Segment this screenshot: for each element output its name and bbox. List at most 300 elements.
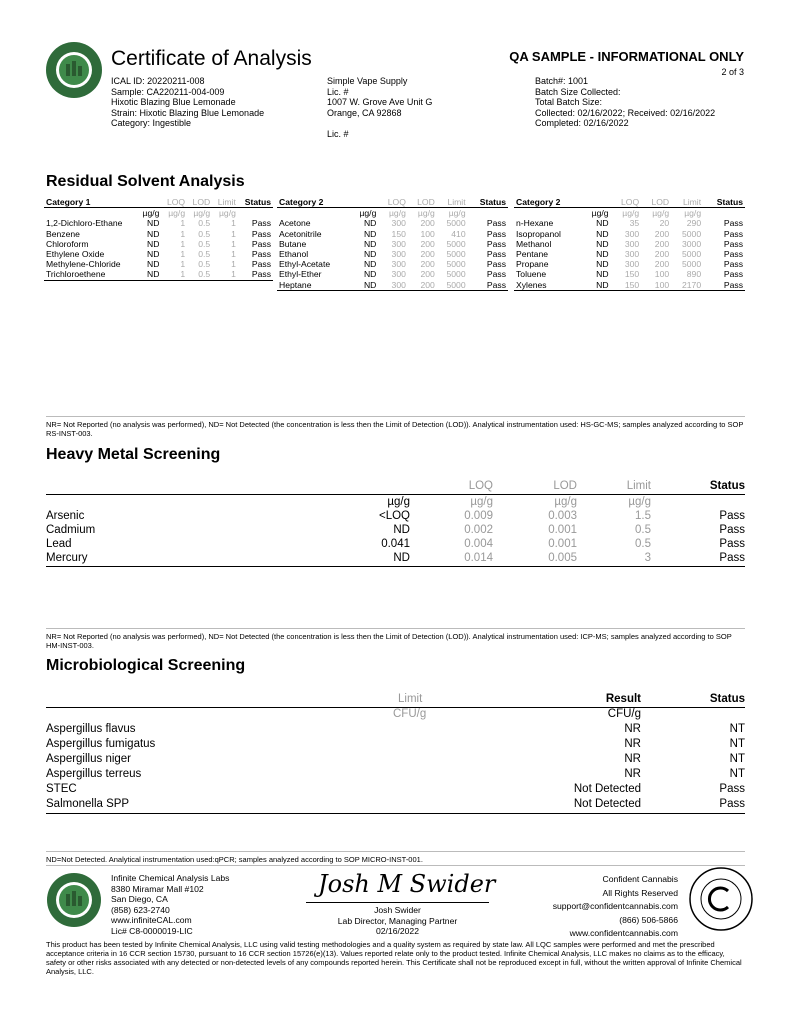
solvent-name: Trichloroethene	[44, 269, 137, 280]
client-info-line: Lic. #	[327, 128, 349, 139]
micro-name: Salmonella SPP	[46, 798, 130, 810]
limit-header: Limit	[212, 197, 238, 208]
metal-loq: 0.014	[464, 552, 493, 564]
micro-status: Pass	[719, 798, 745, 810]
signer-line: Lab Director, Managing Partner	[337, 915, 458, 926]
limit-header: Limit	[626, 480, 651, 492]
solvent-status: Pass	[468, 280, 508, 291]
sample-info-line: Hixotic Blazing Blue Lemonade	[111, 97, 236, 107]
solvent-result: ND	[363, 218, 377, 229]
unit-label: µg/g	[218, 208, 236, 219]
status-header: Status	[468, 197, 508, 208]
solvent-lod: 0.5	[198, 218, 211, 229]
unit-label: µg/g	[142, 208, 160, 219]
solvent-result: ND	[147, 238, 160, 249]
solvent-result: ND	[596, 259, 609, 270]
cat2a-header: Category 2	[277, 197, 350, 208]
metal-result: ND	[393, 524, 410, 536]
solvent-status: Pass	[238, 269, 273, 280]
solvent-row	[44, 239, 273, 249]
cat2b-header: Category 2	[514, 197, 582, 208]
divider	[46, 416, 745, 417]
cat1-header: Category 1	[44, 197, 137, 208]
metals-header-row	[46, 480, 745, 494]
micro-status: NT	[729, 738, 745, 750]
solvent-loq: 300	[391, 249, 406, 260]
solvent-limit: 1	[231, 228, 236, 239]
limit-header: Limit	[398, 693, 423, 705]
solvent-limit: 5000	[681, 259, 702, 270]
metal-status: Pass	[719, 552, 745, 564]
solvent-lod: 200	[408, 280, 437, 291]
solvent-lod: 200	[654, 228, 670, 239]
solvent-limit: 5000	[446, 269, 466, 280]
solvent-lod: 200	[420, 259, 435, 270]
solvent-status: Pass	[723, 228, 743, 239]
solvent-status: Pass	[486, 269, 506, 280]
micro-status: NT	[729, 723, 745, 735]
metal-limit: 3	[644, 552, 651, 564]
micro-row	[46, 738, 745, 753]
solvent-lod: 200	[420, 238, 435, 249]
solvent-name: Toluene	[516, 269, 547, 280]
solvent-limit: 290	[686, 218, 702, 229]
solvent-row	[514, 269, 745, 279]
solvent-result: ND	[596, 228, 609, 239]
metal-result: 0.041	[381, 538, 410, 550]
solvent-lod: 0.5	[198, 228, 211, 239]
solvent-status: Pass	[723, 249, 743, 260]
solvent-limit: 5000	[446, 249, 466, 260]
batch-info-line: Completed: 02/16/2022	[535, 118, 629, 128]
unit-label: µg/g	[359, 208, 377, 219]
limit-header: Limit	[437, 197, 468, 208]
micro-name: Aspergillus flavus	[46, 723, 136, 735]
solvent-row	[514, 249, 745, 259]
solvent-limit: 5000	[446, 238, 466, 249]
status-header: Status	[238, 197, 273, 208]
solvent-name: Methylene-Chloride	[46, 259, 121, 270]
solvents-note: NR= Not Reported (no analysis was performed), ND= Not Detected (the concentration is less then the Limit of Detection (LOD)). Analytical instrumentation used: HS-GC-MS; samples analyzed according to SOP RS-INST-003.	[46, 420, 744, 438]
solvents-title: Residual Solvent Analysis	[46, 173, 245, 190]
cc-contact-line: support@confidentcannabis.com	[552, 901, 678, 912]
metal-name: Cadmium	[46, 524, 96, 536]
metal-status: Pass	[719, 538, 745, 550]
micro-unit-row	[46, 708, 745, 723]
solvent-lod: 200	[420, 218, 435, 229]
solvent-loq: 1	[180, 249, 186, 260]
solvent-loq: 300	[624, 228, 640, 239]
solvent-limit: 5000	[446, 259, 466, 270]
solvent-loq: 300	[391, 259, 406, 270]
solvent-row	[514, 229, 745, 239]
loq-header: LOQ	[378, 197, 408, 208]
solvent-loq: 1	[180, 259, 186, 270]
lab-contact-line: Lic# C8-0000019-LIC	[111, 925, 193, 936]
confident-cannabis-logo	[688, 866, 754, 932]
solvent-lod: 200	[420, 249, 435, 260]
solvent-loq: 300	[624, 259, 640, 270]
divider	[46, 566, 745, 567]
solvent-limit: 2170	[671, 280, 703, 291]
client-info-line	[327, 118, 432, 129]
unit-label: µg/g	[470, 496, 493, 508]
metal-lod: 0.001	[548, 524, 577, 536]
solvent-lod: 0.5	[198, 259, 211, 270]
micro-status: Pass	[719, 783, 745, 795]
metal-limit: 0.5	[635, 524, 651, 536]
solvent-status: Pass	[723, 238, 743, 249]
batch-info	[535, 76, 715, 129]
unit-label: CFU/g	[393, 708, 427, 720]
solvent-result: ND	[350, 280, 378, 291]
solvent-name: Isopropanol	[516, 228, 561, 239]
solvent-status: Pass	[251, 218, 271, 229]
sample-info-line: Strain: Hixotic Blazing Blue Lemonade	[111, 107, 265, 118]
solvent-name: Chloroform	[46, 238, 89, 249]
qa-label: QA SAMPLE - INFORMATIONAL ONLY	[509, 49, 744, 64]
cat2a-rows	[277, 218, 508, 290]
unit-label: µg/g	[417, 208, 435, 219]
solvent-loq: 300	[624, 249, 640, 260]
solvent-result: ND	[147, 259, 160, 270]
signer-info	[306, 905, 489, 937]
solvent-loq: 35	[629, 218, 640, 229]
lab-contact-line: www.infiniteCAL.com	[111, 915, 192, 925]
solvent-loq: 1	[180, 238, 186, 249]
solvent-name: Benzene	[46, 228, 80, 239]
solvent-lod: 100	[420, 228, 435, 239]
solvent-row	[277, 218, 508, 228]
micro-result: Not Detected	[573, 798, 641, 810]
micro-status: NT	[729, 768, 745, 780]
solvent-status: Pass	[723, 269, 743, 280]
solvent-name: Acetone	[279, 218, 311, 229]
micro-row	[46, 798, 745, 813]
solvent-row	[44, 249, 273, 259]
solvent-status: Pass	[251, 249, 271, 260]
solvent-limit: 410	[451, 228, 466, 239]
lab-contact-line: San Diego, CA	[111, 894, 168, 904]
disclaimer: This product has been tested by Infinite Chemical Analysis, LLC using valid testing methodologies and a quality system as required by state law. All LQC samples were performed and met the prescribed acceptance criteria in 16 CCR section 15730, pursuant to 16 CCR section 15726(e)(13). Values reported relate only to the product tested. Infinite Chemical Analysis, LLC makes no claims as to the efficacy, safety or other risks associated with any detected or non-detected levels of any compounds reported herein. This Certificate shall not be reproduced except in full, without the written approval of Infinite Chemical Analysis, LLC.	[46, 940, 742, 976]
batch-info-line: Batch#: 1001	[535, 76, 589, 86]
solvent-name: Propane	[516, 259, 549, 270]
solvent-lod: 0.5	[198, 249, 211, 260]
lab-contact-line: (858) 623-2740	[111, 904, 170, 915]
solvent-name: Ethanol	[279, 249, 309, 260]
solvent-row	[277, 229, 508, 239]
metals-note: NR= Not Reported (no analysis was performed), ND= Not Detected (the concentration is less then the Limit of Detection (LOD)). Analytical instrumentation used: ICP-MS; samples analyzed according to SOP HM-INST-003.	[46, 632, 732, 650]
solvent-status: Pass	[723, 218, 743, 229]
result-header	[137, 197, 161, 208]
solvent-loq: 1	[161, 269, 187, 280]
solvent-limit: 5000	[681, 228, 702, 239]
micro-row	[46, 723, 745, 738]
solvent-result: ND	[363, 249, 377, 260]
solvent-status: Pass	[486, 218, 506, 229]
solvent-row	[44, 229, 273, 239]
cc-contact-line: (866) 506-5866	[619, 914, 678, 925]
solvent-row	[514, 239, 745, 249]
solvent-limit: 5000	[446, 218, 466, 229]
solvent-limit: 3000	[681, 238, 702, 249]
result-header	[582, 197, 611, 208]
lab-logo-seal-icon	[46, 42, 102, 98]
status-header: Status	[709, 693, 745, 705]
micro-title: Microbiological Screening	[46, 657, 246, 674]
solvent-loq: 1	[180, 228, 186, 239]
cc-contact-line: Confident Cannabis	[602, 874, 678, 884]
solvent-lod: 100	[641, 280, 671, 291]
solvent-row	[44, 218, 273, 228]
micro-result: NR	[624, 753, 641, 765]
loq-header: LOQ	[611, 197, 642, 208]
signature-line	[306, 902, 489, 903]
solvent-limit: 1	[231, 238, 236, 249]
metal-status: Pass	[719, 524, 745, 536]
cat1-rows	[44, 218, 273, 280]
solvent-loq: 150	[611, 280, 642, 291]
micro-status: NT	[729, 753, 745, 765]
unit-label: CFU/g	[607, 708, 641, 720]
confident-cannabis-logo-icon	[688, 866, 754, 932]
lab-logo	[46, 42, 102, 98]
solvent-row	[44, 259, 273, 269]
client-info-line: Orange, CA 92868	[327, 107, 402, 118]
solvent-status: Pass	[251, 238, 271, 249]
micro-row	[46, 753, 745, 768]
solvent-result: ND	[582, 280, 611, 291]
client-info-line: Lic. #	[327, 86, 349, 97]
metal-name: Lead	[46, 538, 72, 550]
solvent-name: Heptane	[277, 280, 350, 291]
metal-loq: 0.002	[464, 524, 493, 536]
solvent-status: Pass	[723, 259, 743, 270]
solvent-lod: 20	[659, 218, 670, 229]
solvents-cat1-table	[44, 197, 273, 281]
metal-row	[46, 538, 745, 552]
micro-name: Aspergillus terreus	[46, 768, 142, 780]
loq-header: LOQ	[161, 197, 187, 208]
micro-row	[46, 783, 745, 798]
divider	[46, 628, 745, 629]
unit-label: µg/g	[193, 208, 211, 219]
solvent-lod: 200	[654, 238, 670, 249]
metal-limit: 0.5	[635, 538, 651, 550]
divider	[46, 494, 745, 495]
signer-line: Josh Swider	[374, 905, 421, 915]
metal-loq: 0.004	[464, 538, 493, 550]
metal-lod: 0.003	[548, 510, 577, 522]
solvent-row	[514, 280, 745, 291]
page-number: 2 of 3	[721, 67, 744, 77]
solvent-row	[514, 218, 745, 228]
solvent-loq: 150	[624, 269, 640, 280]
solvent-lod: 200	[654, 249, 670, 260]
unit-label: µg/g	[554, 496, 577, 508]
sample-info-line: ICAL ID: 20220211-008	[111, 76, 205, 86]
solvent-result: ND	[596, 218, 609, 229]
lab-contact-line: 8380 Miramar Mall #102	[111, 883, 204, 894]
solvent-result: ND	[363, 269, 377, 280]
solvent-result: ND	[363, 238, 377, 249]
cc-contact	[553, 873, 678, 941]
solvent-row	[277, 280, 508, 291]
solvent-status: Pass	[486, 238, 506, 249]
divider	[46, 813, 745, 814]
batch-info-line: Total Batch Size:	[535, 97, 603, 107]
sample-info-line: Sample: CA220211-004-009	[111, 86, 225, 97]
micro-result: Not Detected	[573, 783, 641, 795]
metal-row	[46, 510, 745, 524]
status-header: Status	[703, 197, 745, 208]
lod-header: LOD	[553, 480, 577, 492]
page-title: Certificate of Analysis	[111, 47, 312, 70]
micro-result: NR	[624, 723, 641, 735]
solvent-status: Pass	[486, 259, 506, 270]
solvent-name: Ethyl-Acetate	[279, 259, 331, 270]
solvent-name: n-Hexane	[516, 218, 554, 229]
cc-contact-line: www.confidentcannabis.com	[569, 928, 678, 939]
unit-label: µg/g	[652, 208, 670, 219]
footer-lab-logo	[46, 872, 102, 928]
solvent-status: Pass	[486, 249, 506, 260]
batch-info-line: Collected: 02/16/2022; Received: 02/16/2022	[535, 107, 716, 118]
solvent-lod: 0.5	[187, 269, 212, 280]
solvent-loq: 1	[180, 218, 186, 229]
metal-lod: 0.001	[548, 538, 577, 550]
solvent-name: Methanol	[516, 238, 552, 249]
status-header: Status	[709, 480, 745, 492]
unit-label: µg/g	[591, 208, 609, 219]
solvent-row	[514, 259, 745, 269]
metal-name: Arsenic	[46, 510, 85, 522]
solvent-result: ND	[363, 228, 377, 239]
divider	[46, 865, 745, 866]
metal-result: <LOQ	[378, 510, 410, 522]
solvent-limit: 5000	[437, 280, 468, 291]
solvent-lod: 200	[654, 259, 670, 270]
solvent-name: Ethyl-Ether	[279, 269, 322, 280]
metals-unit-row	[46, 496, 745, 510]
metal-status: Pass	[719, 510, 745, 522]
solvent-status: Pass	[251, 259, 271, 270]
micro-name: Aspergillus fumigatus	[46, 738, 156, 750]
cc-contact-line: All Rights Reserved	[602, 887, 678, 898]
micro-name: Aspergillus niger	[46, 753, 132, 765]
client-info-line: 1007 W. Grove Ave Unit G	[327, 97, 433, 107]
metal-loq: 0.009	[464, 510, 493, 522]
metal-limit: 1.5	[635, 510, 651, 522]
solvent-loq: 300	[391, 269, 406, 280]
lod-header: LOD	[187, 197, 212, 208]
client-info	[327, 76, 432, 139]
lab-contact-line: Infinite Chemical Analysis Labs	[111, 873, 230, 883]
solvent-result: ND	[596, 249, 609, 260]
cat2b-rows	[514, 218, 745, 290]
batch-info-line: Batch Size Collected:	[535, 86, 621, 97]
solvent-result: ND	[596, 238, 609, 249]
solvent-row	[44, 269, 273, 280]
loq-header: LOQ	[468, 480, 493, 492]
solvents-cat2b-table	[514, 197, 745, 291]
divider	[46, 851, 745, 852]
metal-lod: 0.005	[548, 552, 577, 564]
metal-result: ND	[393, 552, 410, 564]
solvent-name: Butane	[279, 238, 307, 249]
solvent-loq: 150	[391, 228, 406, 239]
solvent-limit: 1	[231, 249, 236, 260]
solvent-row	[277, 269, 508, 279]
unit-label: µg/g	[628, 496, 651, 508]
unit-label: µg/g	[448, 208, 466, 219]
lab-logo-seal-icon	[46, 872, 102, 928]
solvent-result: ND	[363, 259, 377, 270]
metal-row	[46, 524, 745, 538]
solvent-result: ND	[147, 218, 160, 229]
solvents-cat2a-table	[277, 197, 508, 291]
limit-header: Limit	[671, 197, 703, 208]
unit-label: µg/g	[684, 208, 702, 219]
solvent-name: Pentane	[516, 249, 549, 260]
lod-header: LOD	[641, 197, 671, 208]
micro-name: STEC	[46, 783, 77, 795]
client-info-line: Simple Vape Supply	[327, 76, 408, 86]
lab-contact	[111, 873, 229, 936]
result-header: Result	[605, 693, 641, 705]
solvent-row	[277, 249, 508, 259]
solvent-limit: 5000	[681, 249, 702, 260]
solvent-loq: 300	[624, 238, 640, 249]
unit-label: µg/g	[387, 496, 410, 508]
solvent-row	[277, 259, 508, 269]
solvent-lod: 0.5	[198, 238, 211, 249]
solvent-name: Ethylene Oxide	[46, 249, 105, 260]
micro-result: NR	[624, 738, 641, 750]
solvent-lod: 200	[420, 269, 435, 280]
unit-label: µg/g	[388, 208, 406, 219]
metals-title: Heavy Metal Screening	[46, 446, 221, 463]
solvent-status: Pass	[486, 228, 506, 239]
solvent-result: ND	[147, 249, 160, 260]
lod-header: LOD	[408, 197, 437, 208]
metal-name: Mercury	[46, 552, 88, 564]
solvent-row	[277, 239, 508, 249]
solvent-status: Pass	[251, 228, 271, 239]
unit-label: µg/g	[168, 208, 186, 219]
solvent-name: Xylenes	[514, 280, 582, 291]
solvent-name: Acetonitrile	[279, 228, 322, 239]
solvent-status: Pass	[703, 280, 745, 291]
solvent-loq: 300	[391, 218, 406, 229]
solvent-result: ND	[596, 269, 609, 280]
micro-note: ND=Not Detected. Analytical instrumentation used:qPCR; samples analyzed according to SOP MICRO-INST-001.	[46, 855, 423, 864]
solvent-lod: 100	[654, 269, 670, 280]
solvent-limit: 890	[686, 269, 702, 280]
micro-row	[46, 768, 745, 783]
metal-row	[46, 552, 745, 566]
signer-line: 02/16/2022	[375, 926, 419, 936]
sample-info	[111, 76, 264, 129]
solvent-limit: 1	[231, 218, 236, 229]
solvent-loq: 300	[378, 280, 408, 291]
micro-result: NR	[624, 768, 641, 780]
unit-label: µg/g	[622, 208, 640, 219]
result-header	[350, 197, 378, 208]
sample-info-line: Category: Ingestible	[111, 118, 192, 128]
micro-header-row	[46, 693, 745, 708]
signature: Josh M Swider	[318, 870, 496, 898]
